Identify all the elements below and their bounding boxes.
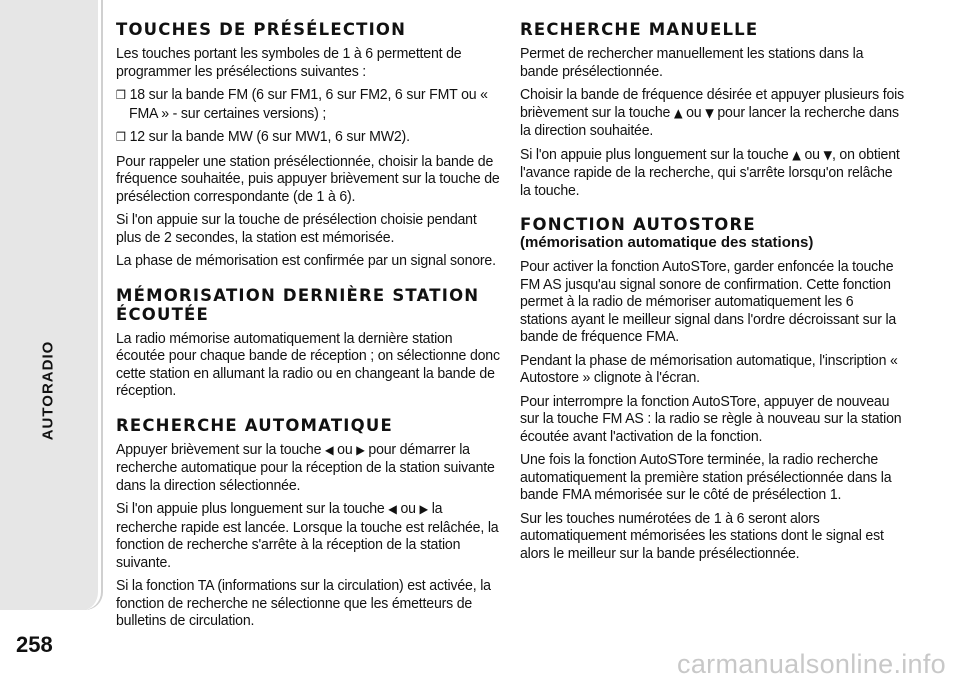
paragraph: La radio mémorise automatiquement la dernière station écoutée pour chaque bande de réception ; on sélectionne donc cette station en allumant la radio ou en changeant la bande de réception. (116, 329, 500, 399)
right-column (520, 20, 906, 568)
subheading-memorisation-automatique: (mémorisation automatique des stations) (520, 234, 814, 251)
paragraph: Si la fonction TA (informations sur la circulation) est activée, la fonction de recherche ne sélectionne que les émetteurs de bulletins de circulation. (116, 577, 491, 629)
paragraph: Sur les touches numérotées de 1 à 6 seront alors automatiquement mémorisées les stations dont le signal est alors le meilleur sur la bande présélectionnée. (520, 509, 884, 562)
heading-recherche-manuelle: RECHERCHE MANUELLE (520, 20, 759, 39)
page-number: 258 (16, 632, 53, 657)
left-arrow-icon: ◀ (388, 502, 397, 516)
heading-touches-preselection: TOUCHES DE PRÉSÉLECTION (116, 20, 407, 39)
down-arrow-icon: ▼ (705, 105, 714, 120)
paragraph: Appuyer brièvement sur la touche ◀ ou ▶ pour démarrer la recherche automatique pour la réception de la station suivante dans la direction sélectionnée. (116, 440, 495, 494)
heading-fonction-autostore: FONCTION AUTOSTORE (520, 215, 756, 234)
paragraph: Pour activer la fonction AutoSTore, garder enfoncée la touche FM AS jusqu'au signal sonore de confirmation. Cette fonction permet à la radio de mémoriser automatiquement les 6 stations ayant le meilleur signal dans l'ordre décroissant sur la bande de fréquence FMA. (520, 258, 897, 345)
paragraph: Pour interrompre la fonction AutoSTore, appuyer de nouveau sur la touche FM AS : la radio se règle à nouveau sur la station écoutée avant l'activation de la fonction. (520, 392, 902, 445)
checkbox-bullet-icon: ❒ (116, 88, 126, 102)
right-arrow-icon: ▶ (419, 502, 428, 516)
right-arrow-icon: ▶ (356, 442, 365, 457)
heading-memorisation-derniere-station: MÉMORISATION DERNIÈRE STATION ÉCOUTÉE (116, 285, 480, 324)
down-arrow-icon: ▼ (823, 147, 832, 162)
up-arrow-icon: ▲ (792, 147, 801, 162)
checkbox-bullet-icon: ❒ (116, 130, 126, 144)
heading-recherche-automatique: RECHERCHE AUTOMATIQUE (116, 415, 393, 435)
paragraph: Si l'on appuie plus longuement sur la touche ◀ ou ▶ la recherche rapide est lancée. Lorsque la touche est relâchée, la fonction de recherche s'arrête à la réception de la station suivante. (116, 500, 499, 571)
left-column (116, 20, 502, 636)
paragraph: Permet de rechercher manuellement les stations dans la bande présélectionnée. (520, 45, 864, 80)
paragraph: Pendant la phase de mémorisation automatique, l'inscription « Autostore » clignote à l'écran. (520, 351, 898, 386)
paragraph: Choisir la bande de fréquence désirée et appuyer plusieurs fois brièvement sur la touche ▲ ou ▼ pour lancer la recherche dans la direction souhaitée. (520, 86, 905, 139)
left-arrow-icon: ◀ (325, 442, 334, 457)
paragraph: Pour rappeler une station présélectionnée, choisir la bande de fréquence souhaitée, puis appuyer brièvement sur la touche de présélection correspondante (de 1 à 6). (116, 152, 500, 205)
side-tab (0, 0, 101, 610)
paragraph: Si l'on appuie plus longuement sur la touche ▲ ou ▼, on obtient l'avance rapide de la recherche, qui s'arrête lorsqu'on relâche la touche. (520, 145, 900, 199)
up-arrow-icon: ▲ (673, 105, 683, 120)
paragraph: Si l'on appuie sur la touche de présélection choisie pendant plus de 2 secondes, la station est mémorisée. (116, 211, 477, 246)
list-item: ❒ 12 sur la bande MW (6 sur MW1, 6 sur MW2). (116, 128, 410, 145)
watermark: carmanualsonline.info (677, 649, 946, 679)
paragraph: Une fois la fonction AutoSTore terminée, la radio recherche automatiquement la première station présélectionnée dans la bande FMA mémorisée sur le côté de présélection 1. (520, 451, 892, 503)
paragraph: La phase de mémorisation est confirmée par un signal sonore. (116, 252, 496, 269)
list-item: ❒ 18 sur la bande FM (6 sur FM1, 6 sur FM2, 6 sur FMT ou « FMA » - sur certaines versions) ; (116, 86, 488, 122)
paragraph: Les touches portant les symboles de 1 à 6 permettent de programmer les présélections suivantes : (116, 45, 462, 80)
section-tab-label: AUTORADIO (39, 340, 57, 440)
